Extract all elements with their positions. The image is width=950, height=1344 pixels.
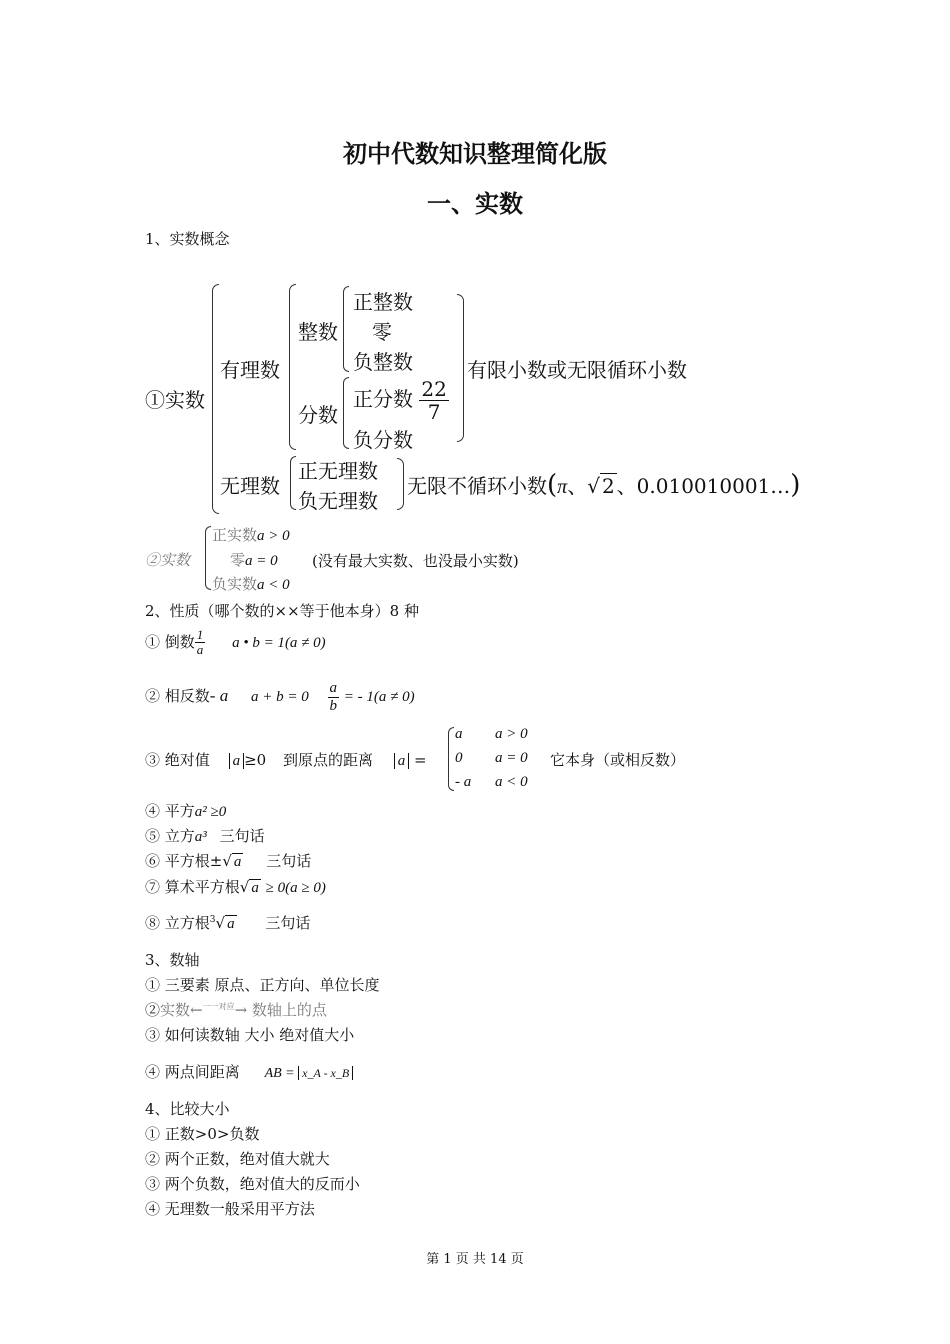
fraction-22-7: [419, 378, 448, 423]
irrational-label: 无理数: [220, 474, 280, 498]
square-formula: a² ≥0: [194, 804, 227, 820]
fraction-denominator: 7: [427, 400, 441, 424]
positive-condition: a > 0: [257, 528, 290, 544]
brace-real-sign: [205, 526, 211, 590]
opposite-formula: a + b = 0: [250, 689, 309, 705]
reciprocal-denominator: a: [196, 642, 204, 658]
axis-item-2-left: 实数←: [160, 1001, 203, 1019]
absolute-case3-value: - a: [455, 774, 472, 790]
negative-real: 负实数: [212, 575, 258, 593]
axis-item-4: [145, 1061, 353, 1082]
positive-real: 正实数: [212, 526, 258, 544]
positive-integer: 正整数: [353, 290, 413, 314]
pi-symbol: π: [557, 476, 568, 498]
compare-item-3: ③ 两个负数，绝对值大的反而小: [145, 1175, 360, 1193]
opposite-value: - a: [209, 686, 229, 705]
brace-absolute: [448, 727, 454, 791]
negative-condition: a < 0: [257, 577, 290, 593]
property-square: [145, 800, 226, 821]
real-number-label: ①实数: [145, 388, 205, 412]
cube-tail: 三句话: [219, 827, 265, 845]
opposite-ratio: = - 1(a ≠ 0): [343, 689, 415, 705]
brace-irrational-right: [397, 458, 404, 510]
rational-note: 有限小数或无限循环小数: [467, 358, 687, 382]
square-label: ④ 平方: [145, 802, 195, 820]
absolute-nonneg: ≥0: [244, 751, 267, 769]
sqrt-2: 2: [601, 474, 615, 498]
section-2-heading: 2、性质（哪个数的××等于他本身）8 种: [145, 602, 419, 620]
cbrt-index: 3: [209, 915, 216, 925]
property-reciprocal: [145, 628, 326, 658]
sqrt-tail: 三句话: [266, 852, 312, 870]
negative-integer: 负整数: [353, 350, 413, 374]
absolute-case2-value: 0: [455, 750, 463, 766]
section-3-heading: 3、数轴: [145, 951, 200, 969]
negative-fraction: 负分数: [353, 428, 413, 452]
rational-label: 有理数: [220, 358, 280, 382]
brace-real: [212, 284, 219, 514]
reciprocal-formula: a • b = 1: [232, 634, 285, 651]
axis-item-1: ① 三要素 原点、正方向、单位长度: [145, 976, 380, 994]
decimal-example: 、0.010010001…: [616, 474, 791, 498]
arith-sqrt-radicand: a: [251, 880, 259, 896]
property-opposite: [145, 680, 415, 714]
brace-irrational: [290, 456, 296, 510]
opposite-denominator: b: [329, 697, 338, 714]
page-title: 初中代数知识整理简化版: [343, 140, 607, 168]
negative-irrational: 负无理数: [298, 489, 378, 513]
positive-irrational: 正无理数: [298, 459, 378, 483]
compare-item-2: ② 两个正数，绝对值大就大: [145, 1150, 330, 1168]
brace-fraction: [343, 377, 349, 449]
absolute-label: ③ 绝对值: [145, 751, 210, 769]
absolute-lhs: a: [394, 753, 410, 769]
reciprocal-condition: (a ≠ 0): [284, 634, 326, 651]
axis-item-2-num: ②: [145, 1001, 161, 1019]
cbrt-label: ⑧ 立方根: [145, 914, 210, 932]
property-cube: [145, 825, 265, 846]
brace-integer: [343, 286, 349, 372]
distance-lhs: AB =: [264, 1066, 299, 1081]
brace-rational-right: [457, 294, 464, 442]
page-footer: 第 1 页 共 14 页: [426, 1252, 524, 1267]
cube-label: ⑤ 立方: [145, 827, 195, 845]
irrational-note: 无限不循环小数(π、√ 2 、0.010010001…): [407, 470, 801, 500]
opposite-numerator: a: [329, 680, 338, 696]
absolute-case1-value: a: [455, 726, 463, 742]
reciprocal-label: ① 倒数: [145, 632, 195, 651]
real-sign-label: ②实数: [145, 551, 191, 569]
compare-item-4: ④ 无理数一般采用平方法: [145, 1200, 315, 1218]
property-arith-sqrt: ⑦ 算术平方根√ a ≥ 0(a ≥ 0): [145, 878, 326, 896]
absolute-case1-cond: a > 0: [495, 726, 528, 742]
arith-sqrt-label: ⑦ 算术平方根: [145, 878, 240, 896]
property-sqrt: ⑥ 平方根±√ a 三句话: [145, 852, 312, 870]
irrational-note-text: 无限不循环小数: [407, 474, 547, 498]
cube-formula: a³: [194, 829, 207, 845]
zero-condition: a = 0: [245, 553, 278, 569]
axis-item-2: [145, 999, 327, 1020]
sqrt-label: ⑥ 平方根: [145, 852, 210, 870]
axis-item-4-label: ④ 两点间距离: [145, 1063, 240, 1081]
absolute-case2-cond: a = 0: [495, 750, 528, 766]
opposite-label: ② 相反数: [145, 687, 210, 705]
cbrt-tail: 三句话: [265, 914, 311, 932]
section-4-heading: 4、比较大小: [145, 1100, 230, 1118]
arith-sqrt-formula: ≥ 0(a ≥ 0): [265, 880, 326, 896]
real-sign-note: (没有最大实数、也没最小实数): [312, 552, 519, 570]
example-separator: 、: [567, 474, 588, 498]
cbrt-radicand: a: [227, 916, 235, 932]
distance-abs: x_A - x_B: [298, 1066, 353, 1080]
absolute-value: a: [229, 753, 245, 769]
plus-minus: ±: [209, 852, 223, 870]
absolute-case3-cond: a < 0: [495, 774, 528, 790]
absolute-note: 到原点的距离: [282, 751, 373, 769]
zero-real: 零: [230, 551, 246, 569]
axis-item-2-right: → 数轴上的点: [234, 1001, 327, 1019]
axis-item-2-mid: 一一对应: [202, 1002, 235, 1011]
absolute-equals: =: [414, 751, 427, 769]
brace-rational: [289, 284, 296, 450]
chapter-title: 一、实数: [427, 190, 523, 218]
compare-item-1: ① 正数>0>负数: [145, 1125, 260, 1143]
section-1-heading: 1、实数概念: [145, 230, 230, 248]
fraction-label: 分数: [298, 403, 338, 427]
positive-fraction-label: 正分数: [353, 387, 413, 411]
sqrt-radicand: a: [233, 854, 242, 870]
property-cbrt: ⑧ 立方根$^3$√ a 三句话: [145, 914, 311, 932]
integer-label: 整数: [298, 320, 338, 344]
absolute-tail: 它本身（或相反数）: [550, 751, 686, 769]
zero-label: 零: [372, 320, 392, 344]
axis-item-3: ③ 如何读数轴 大小 绝对值大小: [145, 1026, 355, 1044]
fraction-numerator: 22: [421, 377, 447, 401]
reciprocal-numerator: 1: [196, 627, 204, 642]
positive-fraction: [353, 378, 449, 423]
